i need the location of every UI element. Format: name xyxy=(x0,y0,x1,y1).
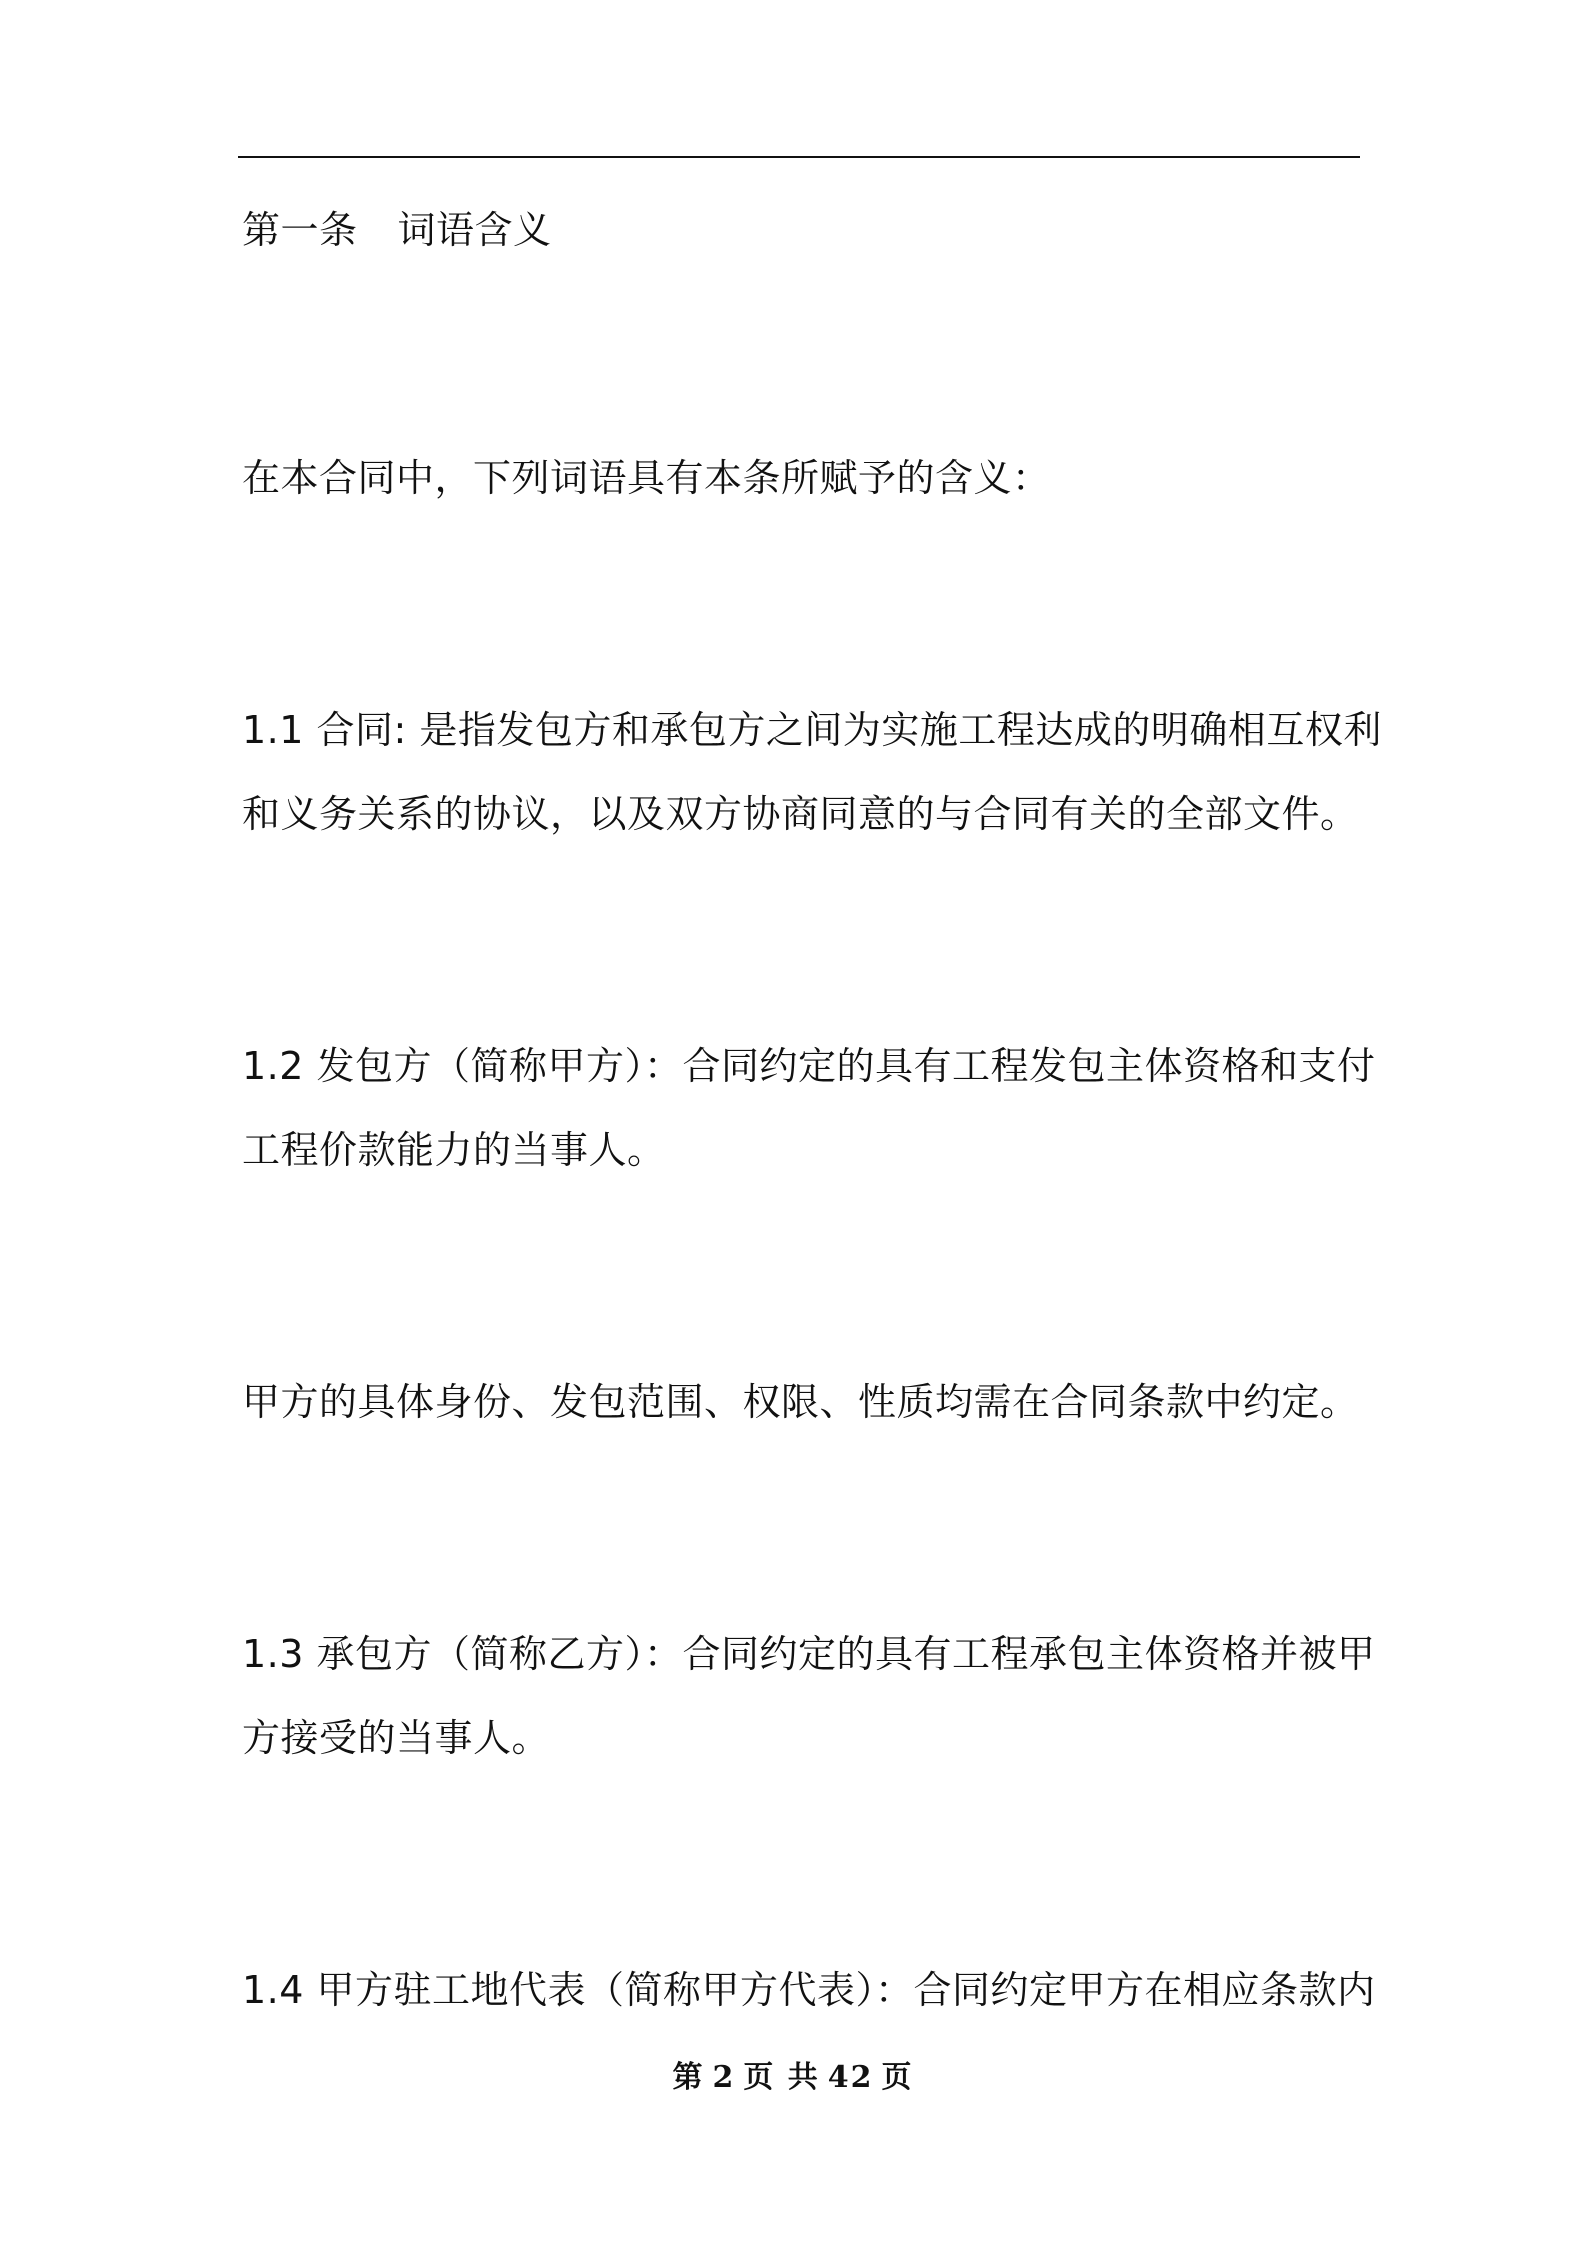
footer-prefix: 第 xyxy=(672,2060,705,2095)
intro-paragraph: 在本合同中，下列词语具有本条所赋予的含义： xyxy=(242,456,1051,500)
footer-total-pages: 42 xyxy=(827,2060,874,2095)
clause-note: 甲方的具体身份、发包范围、权限、性质均需在合同条款中约定。 xyxy=(242,1380,1359,1424)
header-rule xyxy=(238,156,1360,158)
clause-1-1-line-1: 1.1 合同: 是指发包方和承包方之间为实施工程达成的明确相互权利 xyxy=(242,708,1382,752)
page-footer xyxy=(0,2058,1586,2098)
clause-1-3-line-2: 方接受的当事人。 xyxy=(242,1716,551,1760)
article-title xyxy=(242,204,552,256)
clause-1-2-line-1: 1.2 发包方（简称甲方）：合同约定的具有工程发包主体资格和支付 xyxy=(242,1044,1376,1088)
footer-middle: 页 共 xyxy=(743,2060,820,2095)
clause-1-2-line-2: 工程价款能力的当事人。 xyxy=(242,1128,666,1172)
clause-1-4-line-1: 1.4 甲方驻工地代表（简称甲方代表）：合同约定甲方在相应条款内 xyxy=(242,1968,1376,2012)
article-heading: 词语含义 xyxy=(397,208,552,252)
clause-1-1-line-2: 和义务关系的协议，以及双方协商同意的与合同有关的全部文件。 xyxy=(242,792,1359,836)
clause-1-3-line-1: 1.3 承包方（简称乙方）：合同约定的具有工程承包主体资格并被甲 xyxy=(242,1632,1376,1676)
footer-page-number: 2 xyxy=(712,2060,736,2095)
footer-suffix: 页 xyxy=(881,2060,914,2095)
article-number: 第一条 xyxy=(242,208,358,252)
